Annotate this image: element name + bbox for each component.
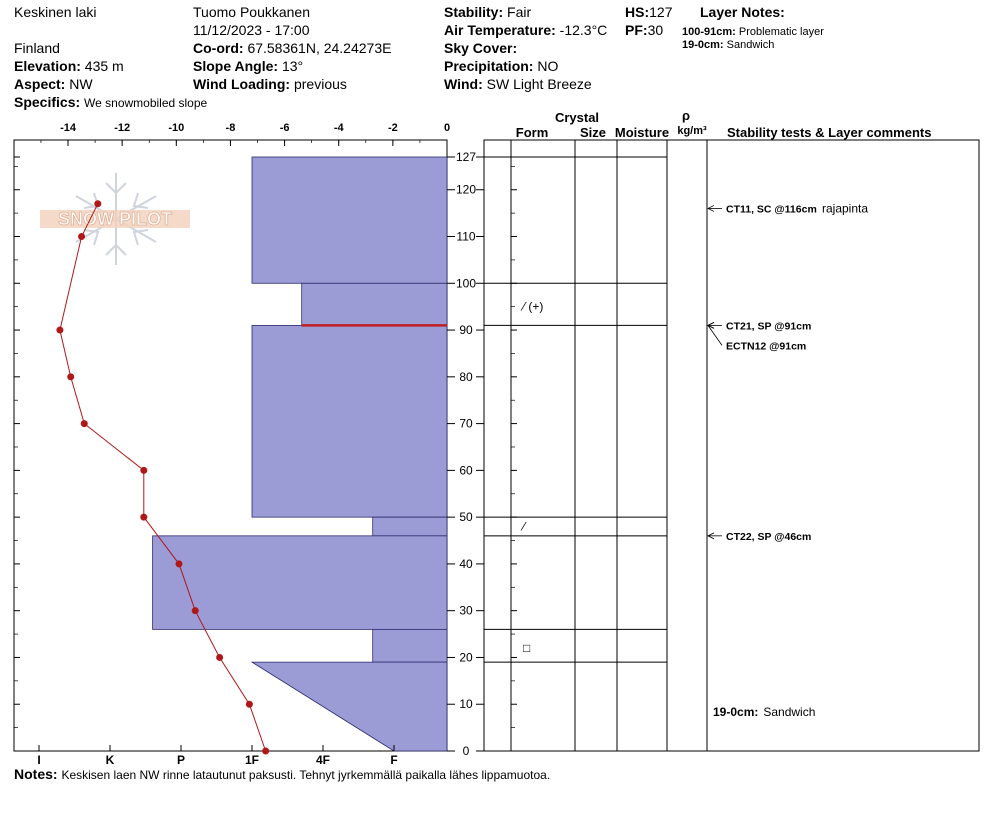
depth-tick-label: 80 — [459, 369, 473, 384]
hardness-tick-label: I — [37, 753, 41, 767]
crystal-header: Crystal — [554, 110, 600, 125]
temperature-point — [94, 200, 101, 207]
crystal-form-symbol: ⁄ (+) — [523, 299, 544, 314]
crystal-form-symbol: □ — [523, 641, 531, 656]
comments-header: Stability tests & Layer comments — [727, 125, 932, 140]
temperature-tick-label: -8 — [225, 122, 236, 134]
depth-tick-label: 110 — [456, 229, 476, 244]
depth-tick-label: 0 — [462, 744, 470, 758]
depth-tick-label: 70 — [459, 416, 473, 431]
coord-label: Co-ord: — [193, 40, 244, 56]
temperature-point — [140, 514, 147, 521]
temperature-point — [216, 654, 223, 661]
temperature-point — [192, 607, 199, 614]
temperature-tick-label: -4 — [333, 122, 344, 134]
density-unit-header: kg/m³ — [677, 125, 707, 137]
hardness-layer — [252, 662, 447, 751]
stability-test-label: CT22, SP @46cm — [726, 530, 812, 543]
hardness-tick-label: 1F — [244, 753, 260, 767]
layer-note-range: 100-91cm: — [682, 26, 736, 38]
temperature-profile — [56, 200, 269, 754]
temperature-tick-label: -14 — [60, 122, 76, 134]
layer-comment — [713, 705, 815, 719]
precip-value: NO — [537, 58, 559, 74]
temperature-tick-label: -12 — [114, 122, 131, 134]
stability-value: Fair — [507, 4, 532, 20]
form-header: Form — [515, 125, 549, 140]
depth-tick-label: 60 — [459, 463, 473, 478]
elevation-label: Elevation: — [14, 58, 81, 74]
layer-note-range: 19-0cm: — [682, 39, 724, 51]
observation-datetime: 11/12/2023 - 17:00 — [193, 22, 310, 38]
layer-comment-range: 19-0cm: — [713, 705, 759, 719]
size-header: Size — [579, 125, 607, 140]
temperature-tick-label: 0 — [443, 122, 451, 134]
hardness-layer — [302, 283, 447, 325]
region-name: Finland — [14, 40, 60, 56]
sky-cover-label: Sky Cover: — [444, 40, 518, 56]
layer-note-text: Problematic layer — [738, 26, 824, 38]
depth-tick-label: 30 — [459, 603, 473, 618]
temperature-point — [56, 327, 63, 334]
slope-value: 13° — [281, 58, 304, 74]
elevation-value: 435 m — [84, 58, 124, 74]
precip-label: Precipitation: — [444, 58, 534, 74]
stability-tests — [708, 201, 868, 542]
temperature-axis — [41, 122, 450, 146]
depth-tick-label: 50 — [459, 510, 473, 525]
hardness-layer — [252, 325, 447, 517]
stability-label: Stability: — [444, 4, 504, 20]
specifics-value: We snowmobiled slope — [84, 96, 208, 110]
air-temp-value: -12.3°C — [559, 22, 608, 38]
wind-loading-value: previous — [293, 76, 347, 92]
hardness-tick-label: K — [105, 753, 115, 767]
snowpilot-logo — [40, 173, 190, 265]
wind-loading-label: Wind Loading: — [193, 76, 291, 92]
temperature-point — [176, 560, 183, 567]
right-table-frame — [484, 140, 979, 751]
location-name: Keskinen laki — [14, 4, 97, 20]
aspect-label: Aspect: — [14, 76, 66, 92]
hardness-layer — [373, 629, 447, 662]
hardness-tick-label: F — [390, 753, 398, 767]
notes-value: Keskisen laen NW rinne latautunut paksusti. Tehnyt jyrkemmällä paikalla lähes lippamuotoa. — [61, 768, 551, 782]
table-column-lines — [511, 140, 707, 751]
stability-test-label: CT21, SP @91cm — [726, 320, 812, 333]
hardness-layer — [373, 517, 447, 536]
layer-comment-text: Sandwich — [763, 705, 816, 719]
stability-test-label: ECTN12 @91cm — [726, 340, 807, 353]
wind-value: SW Light Breeze — [486, 76, 592, 92]
depth-tick-label: 127 — [455, 150, 477, 164]
temperature-point — [246, 701, 253, 708]
depth-tick-label: 40 — [459, 556, 473, 571]
crystal-form-symbol: ⁄ — [523, 519, 526, 534]
depth-tick-label: 100 — [455, 276, 477, 291]
pf-label: PF: — [625, 22, 648, 38]
pf-value: 30 — [647, 22, 664, 38]
notes-label: Notes: — [14, 766, 58, 782]
temperature-line — [60, 204, 266, 751]
coord-value: 67.58361N, 24.24273E — [247, 40, 392, 56]
air-temp-label: Air Temperature: — [444, 22, 556, 38]
specifics-label: Specifics: — [14, 94, 81, 110]
stability-test-comment: rajapinta — [822, 201, 869, 216]
temperature-point — [67, 373, 74, 380]
temperature-point — [140, 467, 147, 474]
temperature-tick-label: -2 — [387, 122, 398, 134]
hs-value: 127 — [649, 4, 673, 20]
hardness-layers — [153, 157, 447, 751]
aspect-value: NW — [69, 76, 93, 92]
observer-name: Tuomo Poukkanen — [193, 4, 310, 20]
stability-test-pointer — [708, 325, 722, 345]
temperature-point — [81, 420, 88, 427]
hardness-tick-label: 4F — [315, 753, 331, 767]
temperature-point — [78, 233, 85, 240]
slope-label: Slope Angle: — [193, 58, 279, 74]
layer-notes-label: Layer Notes: — [700, 4, 785, 20]
wind-label: Wind: — [444, 76, 483, 92]
hardness-layer — [153, 536, 447, 630]
hardness-layer — [252, 157, 447, 283]
depth-tick-label: 120 — [455, 182, 477, 197]
temperature-tick-label: -6 — [279, 122, 290, 134]
stability-test-label: CT11, SC @116cm — [726, 203, 817, 216]
hs-label: HS: — [625, 4, 650, 20]
crystal-forms — [520, 300, 543, 655]
hardness-axis — [37, 745, 397, 767]
rho-header: ρ — [681, 108, 691, 123]
logo-text: SNOW PILOT — [58, 209, 172, 229]
temperature-tick-label: -10 — [168, 122, 185, 134]
hardness-tick-label: P — [176, 753, 186, 767]
depth-tick-label: 10 — [459, 697, 473, 712]
temperature-point — [262, 748, 269, 755]
depth-tick-label: 90 — [459, 323, 473, 338]
layer-note-text: Sandwich — [726, 39, 775, 51]
moisture-header: Moisture — [614, 125, 670, 140]
depth-tick-label: 20 — [459, 650, 473, 665]
notes-field — [14, 766, 550, 783]
